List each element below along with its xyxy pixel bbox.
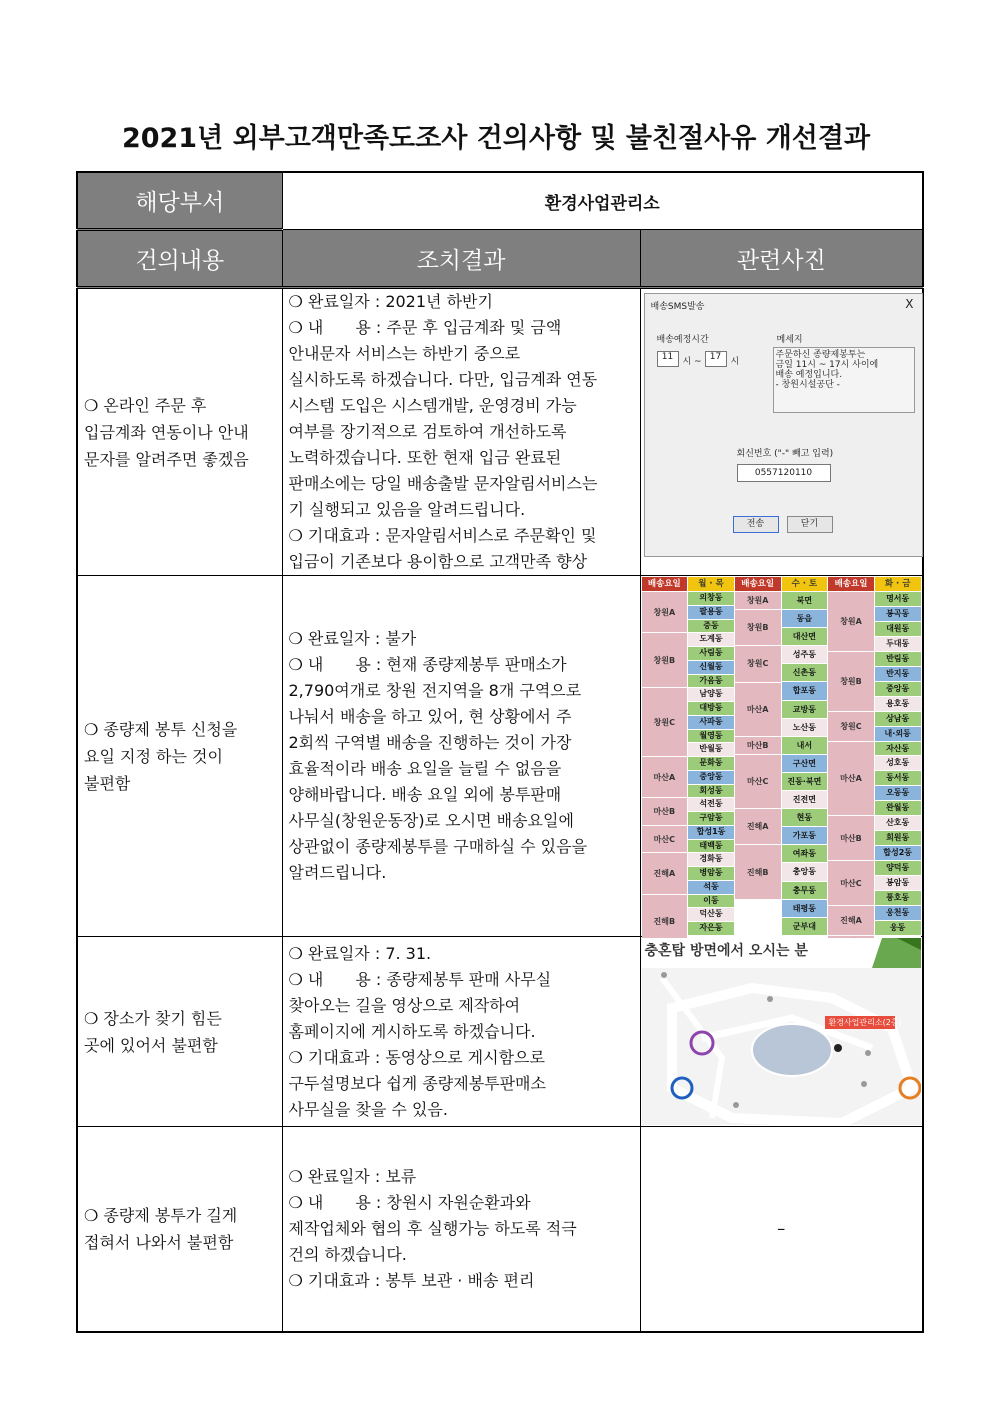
map-marker-label: 환경사업관리소(2층)	[828, 1018, 902, 1027]
schedule-area-cell: 마산C	[642, 826, 688, 853]
schedule-column-header: 배송요일	[642, 577, 688, 591]
result-line: 나눠서 배송을 하고 있어, 현 상황에서 주	[288, 707, 572, 726]
schedule-area-cell: 창원C	[642, 688, 688, 756]
result-line: ❍ 내 용 : 현재 종량제봉투 판매소가	[288, 655, 567, 674]
result-line: 사무실을 찾을 수 있음.	[288, 1099, 448, 1119]
message-line: 주문하신 종량제봉투는	[775, 350, 866, 360]
schedule-dong-cell: 동서동	[875, 771, 921, 785]
photo-cell	[640, 288, 923, 576]
schedule-dong-cell: 산호동	[875, 816, 921, 830]
schedule-dong-cell: 여좌동	[782, 845, 828, 862]
result-line: 효율적이라 배송 요일을 늘릴 수 없음을	[288, 759, 562, 778]
result-line: 여부를 장기적으로 검토하여 개선하도록	[288, 422, 567, 441]
schedule-dong-cell: 두대동	[875, 637, 921, 651]
schedule-dong-cell: 웅동	[875, 921, 921, 935]
schedule-area-cell: 진해A	[735, 809, 781, 844]
result-line: 실시하도록 하겠습니다. 다만, 입금계좌 연동	[288, 370, 598, 389]
schedule-dong-cell: 경화동	[688, 853, 734, 866]
result-line: 기 실행되고 있음을 알려드립니다.	[288, 500, 526, 519]
schedule-dong-cell: 중동	[688, 620, 734, 633]
schedule-dong-cell: 오동동	[875, 786, 921, 800]
schedule-area-cell: 창원C	[828, 712, 874, 741]
schedule-dong-cell: 중앙동	[688, 771, 734, 784]
schedule-dong-cell: 진전면	[782, 791, 828, 808]
result-line: ❍ 기대효과 : 문자알림서비스로 주문확인 및	[288, 526, 597, 545]
result-line: 사무실(창원운동장)로 오시면 배송요일에	[288, 811, 574, 830]
map-poi-dot	[865, 1050, 871, 1056]
schedule-dong-cell: 사파동	[688, 716, 734, 729]
schedule-area-cell: 진해B	[642, 895, 688, 949]
schedule-dong-cell: 덕산동	[688, 908, 734, 921]
schedule-area-cell: 마산A	[828, 742, 874, 816]
schedule-area-column	[828, 577, 874, 950]
schedule-dong-cell: 군부대	[782, 918, 828, 935]
suggestion-line: 입금계좌 연동이나 안내	[84, 422, 249, 442]
schedule-dong-cell: 신월동	[688, 661, 734, 674]
result-line: 2회씩 구역별 배송을 진행하는 것이 가장	[288, 733, 572, 752]
schedule-dong-cell: 병암동	[688, 867, 734, 880]
schedule-dong-cell: 태평동	[782, 900, 828, 917]
close-icon: X	[905, 297, 914, 311]
schedule-area-cell: 창원A	[735, 592, 781, 609]
schedule-area-cell: 마산A	[642, 757, 688, 797]
map-poi-dot	[733, 1102, 739, 1108]
suggestion-cell	[77, 576, 282, 937]
map-heading: 충혼탑 방면에서 오시는 분	[642, 938, 921, 968]
map-graphic	[642, 938, 921, 1125]
result-line: ❍ 완료일자 : 불가	[288, 629, 417, 648]
schedule-dong-cell: 대원동	[875, 622, 921, 636]
col-header-result: 조치결과	[282, 230, 640, 288]
result-line: ❍ 완료일자 : 보류	[288, 1166, 417, 1186]
result-line: ❍ 내 용 : 종량제봉투 판매 사무실	[288, 969, 552, 989]
suggestion-line: 요일 지정 하는 것이	[84, 746, 223, 766]
schedule-dong-cell: 태백동	[688, 840, 734, 853]
schedule-dong-cell: 중앙동	[875, 682, 921, 696]
schedule-dong-cell: 신촌동	[782, 664, 828, 681]
schedule-area-cell: 창원A	[828, 592, 874, 651]
schedule-dong-cell: 내·외동	[875, 727, 921, 741]
result-line: 상관없이 종량제봉투를 구매하실 수 있음을	[288, 837, 588, 856]
send-button: 전송	[733, 516, 779, 533]
schedule-dong-cell: 팔용동	[688, 606, 734, 619]
schedule-dong-cell: 구산면	[782, 755, 828, 772]
result-line: 건의 하겠습니다.	[288, 1244, 407, 1264]
schedule-dong-cell: 동읍	[782, 610, 828, 627]
table-row	[77, 1127, 923, 1332]
schedule-dong-cell: 교방동	[782, 701, 828, 718]
schedule-dong-cell: 회성동	[688, 785, 734, 798]
schedule-dong-cell: 노산동	[782, 719, 828, 736]
schedule-area-cell: 마산C	[735, 755, 781, 808]
schedule-dong-cell: 대방동	[688, 702, 734, 715]
hour-unit: 시	[730, 357, 740, 367]
map-location-pin-icon	[834, 1044, 842, 1052]
table-row	[77, 576, 923, 937]
suggestion-cell	[77, 288, 282, 576]
message-line: 금일 11시 ~ 17시 사이에	[775, 360, 879, 370]
schedule-dong-cell: 사림동	[688, 647, 734, 660]
map-poi-dot	[861, 1081, 867, 1087]
schedule-dong-cell: 반월동	[688, 743, 734, 756]
schedule-dong-cell: 월영동	[688, 730, 734, 743]
schedule-day-header: 화 · 금	[875, 577, 921, 591]
page-title: 2021년 외부고객만족도조사 건의사항 및 불친절사유 개선결과	[121, 123, 871, 154]
result-line: 알려드립니다.	[288, 863, 387, 882]
schedule-area-cell: 창원B	[735, 610, 781, 645]
schedule-day-header: 월 · 목	[688, 577, 734, 591]
schedule-area-cell: 진해A	[828, 906, 874, 935]
schedule-column-header: 배송요일	[828, 577, 874, 591]
map-poi-dot	[661, 972, 667, 978]
dept-value-cell: 환경사업관리소	[282, 172, 923, 230]
col-header-suggestion: 건의내용	[77, 230, 282, 288]
photo-cell-empty: –	[640, 1127, 923, 1332]
close-button: 닫기	[787, 516, 833, 533]
schedule-area-cell: 진해B	[735, 845, 781, 898]
result-line: ❍ 내 용 : 창원시 자원순환과와	[288, 1192, 531, 1212]
result-line: 2,790여개로 창원 전지역을 8개 구역으로	[288, 681, 582, 700]
schedule-dong-cell: 도계동	[688, 633, 734, 646]
result-line: 안내문자 서비스는 하반기 중으로	[288, 344, 521, 363]
message-line: 배송 예정입니다.	[775, 370, 843, 380]
schedule-dong-cell: 상남동	[875, 712, 921, 726]
schedule-dong-cell: 반림동	[875, 652, 921, 666]
suggestion-line: 문자를 알려주면 좋겠음	[84, 449, 249, 469]
schedule-area-column	[642, 577, 688, 950]
time-label: 배송예정시간	[656, 335, 709, 345]
schedule-dong-cell: 충앙동	[782, 863, 828, 880]
suggestion-line: 곳에 있어서 불편함	[84, 1035, 218, 1055]
schedule-area-cell: 마산A	[735, 683, 781, 736]
message-label: 메세지	[776, 335, 803, 345]
hour-sep: 시 ~	[682, 357, 702, 367]
schedule-day-header: 수 · 토	[782, 577, 828, 591]
result-line: 노력하겠습니다. 또한 현재 입금 완료된	[288, 448, 562, 467]
schedule-dong-cell: 진동·북면	[782, 773, 828, 790]
result-cell	[282, 288, 640, 576]
schedule-dong-cell: 봉곡동	[875, 607, 921, 621]
message-box	[773, 347, 915, 413]
schedule-dong-cell: 합성2동	[875, 846, 921, 860]
reply-number-field: 0557120110	[737, 464, 831, 482]
schedule-dong-cell: 합성1동	[688, 826, 734, 839]
schedule-dong-cell: 석전동	[688, 798, 734, 811]
schedule-area-cell: 마산B	[828, 816, 874, 860]
schedule-dong-cell: 의창동	[688, 592, 734, 605]
schedule-dong-cell: 성호동	[875, 756, 921, 770]
schedule-area-cell: 창원B	[828, 652, 874, 711]
result-line: 구두설명보다 쉽게 종량제봉투판매소	[288, 1073, 546, 1093]
map-poi-dot	[767, 996, 773, 1002]
suggestion-line: 불편함	[84, 773, 131, 793]
schedule-dong-column	[782, 577, 828, 950]
result-line: ❍ 기대효과 : 동영상으로 게시함으로	[288, 1047, 545, 1067]
schedule-area-cell: 창원B	[642, 633, 688, 687]
message-line: - 창원시설공단 -	[775, 380, 840, 390]
delivery-schedule-photo	[642, 577, 921, 937]
result-line: 양해바랍니다. 배송 요일 외에 봉투판매	[288, 785, 562, 804]
result-line: ❍ 내 용 : 주문 후 입금계좌 및 금액	[288, 318, 562, 337]
schedule-area-column	[735, 577, 781, 950]
table-row	[77, 937, 923, 1127]
schedule-area-cell: 마산B	[735, 737, 781, 754]
schedule-area-cell: 마산C	[828, 861, 874, 905]
dept-label-cell: 해당부서	[77, 172, 282, 230]
result-line: 홈페이지에 게시하도록 하겠습니다.	[288, 1021, 536, 1041]
result-line: 입금이 기존보다 용이함으로 고객만족 향상	[288, 552, 588, 571]
schedule-dong-cell: 자산동	[875, 742, 921, 756]
schedule-area-cell: 마산B	[642, 798, 688, 825]
schedule-dong-cell: 반지동	[875, 667, 921, 681]
result-line: ❍ 기대효과 : 봉투 보관 · 배송 편리	[288, 1270, 535, 1290]
result-line: ❍ 완료일자 : 2021년 하반기	[288, 292, 493, 311]
schedule-dong-cell: 이동	[688, 895, 734, 908]
result-line: 판매소에는 당일 배송출발 문자알림서비스는	[288, 474, 598, 493]
result-cell	[282, 937, 640, 1127]
result-line: 제작업체와 협의 후 실행가능 하도록 적극	[288, 1218, 577, 1238]
schedule-dong-cell: 남양동	[688, 688, 734, 701]
schedule-column-header: 배송요일	[735, 577, 781, 591]
schedule-dong-cell: 명서동	[875, 592, 921, 606]
photo-cell	[640, 576, 923, 937]
schedule-dong-cell: 북면	[782, 592, 828, 609]
sms-dialog-photo	[644, 293, 923, 557]
schedule-dong-cell: 석동	[688, 881, 734, 894]
schedule-dong-cell: 문화동	[688, 757, 734, 770]
suggestion-line: ❍ 종량제 봉투가 길게	[84, 1205, 238, 1225]
schedule-dong-cell: 내서	[782, 737, 828, 754]
schedule-area-cell: 창원C	[735, 646, 781, 681]
schedule-dong-cell: 풍호동	[875, 891, 921, 905]
schedule-area-cell: 진해A	[642, 853, 688, 893]
schedule-dong-cell: 양덕동	[875, 861, 921, 875]
suggestion-line: ❍ 종량제 봉투 신청을	[84, 719, 238, 739]
schedule-dong-cell: 웅천동	[875, 906, 921, 920]
reply-label: 회신번호 ("-" 빼고 입력)	[736, 449, 834, 459]
result-cell	[282, 1127, 640, 1332]
schedule-dong-column	[875, 577, 921, 950]
result-line: 찾아오는 길을 영상으로 제작하여	[288, 995, 521, 1015]
schedule-dong-cell: 성주동	[782, 646, 828, 663]
hour-to-field: 17	[705, 351, 727, 367]
suggestion-cell	[77, 937, 282, 1127]
schedule-area-cell: 창원A	[642, 592, 688, 632]
table-row	[77, 288, 923, 576]
schedule-dong-column	[688, 577, 734, 950]
col-header-photo: 관련사진	[640, 230, 923, 288]
suggestion-line: ❍ 온라인 주문 후	[84, 395, 207, 415]
suggestion-cell	[77, 1127, 282, 1332]
schedule-dong-cell: 회원동	[875, 831, 921, 845]
schedule-dong-cell: 자은동	[688, 922, 734, 935]
result-cell	[282, 576, 640, 937]
schedule-dong-cell: 가포동	[782, 827, 828, 844]
improvement-table	[76, 171, 924, 1333]
suggestion-line: ❍ 장소가 찾기 힘든	[84, 1008, 222, 1028]
schedule-dong-cell: 봉암동	[875, 876, 921, 890]
schedule-dong-cell: 대산면	[782, 628, 828, 645]
dialog-title: 배송SMS발송	[650, 302, 705, 312]
photo-cell	[640, 937, 923, 1127]
map-photo-inset	[752, 1024, 832, 1076]
suggestion-line: 접혀서 나와서 불편함	[84, 1232, 234, 1252]
schedule-dong-cell: 구암동	[688, 812, 734, 825]
schedule-dong-cell: 용호동	[875, 697, 921, 711]
result-line: ❍ 완료일자 : 7. 31.	[288, 943, 432, 963]
schedule-dong-cell: 완월동	[875, 801, 921, 815]
result-line: 시스템 도입은 시스템개발, 운영경비 가능	[288, 396, 577, 415]
hour-from-field: 11	[657, 351, 679, 367]
schedule-dong-cell: 현동	[782, 809, 828, 826]
schedule-dong-cell: 가음동	[688, 675, 734, 688]
schedule-dong-cell: 합포동	[782, 682, 828, 699]
schedule-dong-cell: 충무동	[782, 882, 828, 899]
directions-map-photo	[642, 938, 921, 1125]
